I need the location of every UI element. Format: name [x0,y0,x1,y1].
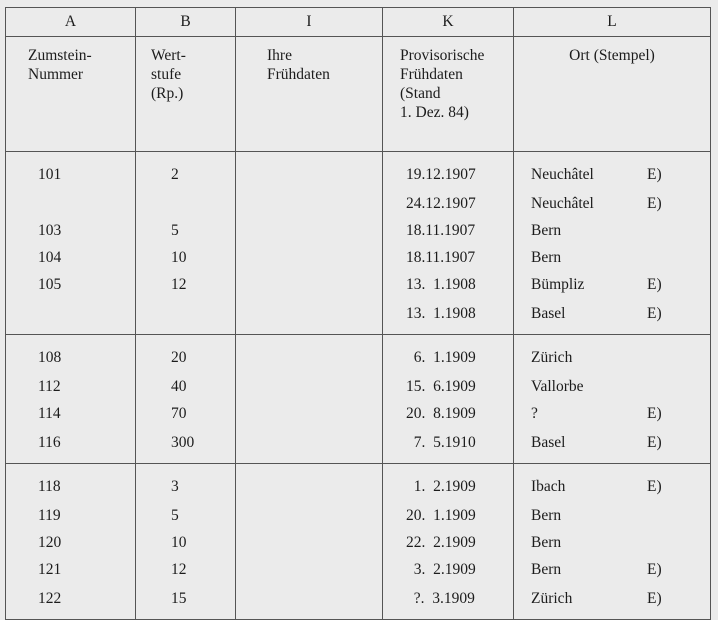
first-day-mark: E) [647,275,662,293]
place-name: Basel [531,434,566,451]
place-name: Bern [531,560,562,578]
value-text: 10 [171,248,187,266]
zumstein-number-cell: 108 [6,335,136,374]
value-cell [136,427,236,464]
own-date-cell [236,190,383,217]
place-cell [514,244,711,271]
zumstein-number-cell: 121 [6,556,136,583]
own-date-cell [236,529,383,556]
provisional-date-cell: 7. 5.1910 [383,427,514,464]
header-ort-stempel: Ort (Stempel) [514,37,711,152]
value-cell [136,335,236,374]
own-date-cell [236,502,383,529]
table-row [6,556,711,583]
column-letter-row [6,8,711,37]
provisional-date-cell: 13. 1.1908 [383,298,514,335]
table-row [6,335,711,374]
zumstein-number-cell: 116 [6,427,136,464]
value-text: 40 [171,377,187,395]
own-date-cell [236,152,383,191]
value-text: 12 [171,275,187,293]
place-cell [514,373,711,400]
place-name: Bern [531,248,562,266]
zumstein-number-cell: 120 [6,529,136,556]
place-name: Ibach [531,478,566,495]
place-cell [514,271,711,298]
first-day-mark: E) [647,404,662,422]
own-date-cell [236,335,383,374]
provisional-date-cell: ?. 3.1909 [383,583,514,620]
value-text: 70 [171,404,187,422]
place-name: Bümpliz [531,275,585,293]
provisional-date-cell: 22. 2.1909 [383,529,514,556]
value-cell [136,464,236,503]
provisional-date-cell: 19.12.1907 [383,152,514,191]
table-row [6,152,711,191]
place-cell [514,217,711,244]
own-date-cell [236,400,383,427]
provisional-date-cell: 20. 1.1909 [383,502,514,529]
provisional-date-cell: 18.11.1907 [383,217,514,244]
first-day-mark: E) [647,305,662,322]
value-cell [136,190,236,217]
first-day-mark: E) [647,194,662,212]
first-day-mark: E) [647,434,662,451]
zumstein-number-cell: 122 [6,583,136,620]
own-date-cell [236,583,383,620]
value-cell [136,217,236,244]
header-provisorische-fruehdaten: Provisorische Frühdaten (Stand 1. Dez. 84) [383,37,514,152]
value-text: 300 [171,434,195,451]
value-cell [136,244,236,271]
own-date-cell [236,373,383,400]
place-name: Vallorbe [531,377,584,395]
place-name: Basel [531,305,566,322]
table-row [6,427,711,464]
place-cell [514,464,711,503]
table-row [6,502,711,529]
first-day-mark: E) [647,560,662,578]
value-text: 5 [171,506,179,524]
value-cell [136,400,236,427]
column-letter-a: A [6,8,136,37]
place-cell [514,427,711,464]
column-letter-k: K [383,8,514,37]
place-name: Bern [531,506,562,524]
column-letter-b: B [136,8,236,37]
column-letter-l: L [514,8,711,37]
value-text: 3 [171,478,179,495]
table-row [6,271,711,298]
place-name: Neuchâtel [531,166,594,183]
value-cell [136,583,236,620]
place-name: Neuchâtel [531,194,594,212]
value-text: 12 [171,560,187,578]
value-cell [136,556,236,583]
zumstein-number-cell: 112 [6,373,136,400]
place-cell [514,556,711,583]
provisional-date-cell: 3. 2.1909 [383,556,514,583]
place-cell [514,583,711,620]
table-row [6,464,711,503]
place-cell [514,152,711,191]
place-cell [514,190,711,217]
value-cell [136,152,236,191]
value-cell [136,529,236,556]
value-cell [136,298,236,335]
value-text: 20 [171,349,187,366]
place-name: Zürich [531,349,573,366]
zumstein-number-cell [6,190,136,217]
value-cell [136,502,236,529]
value-text: 5 [171,221,179,239]
table-row [6,217,711,244]
table-row [6,583,711,620]
provisional-date-cell: 20. 8.1909 [383,400,514,427]
provisional-date-cell: 15. 6.1909 [383,373,514,400]
provisional-date-cell: 24.12.1907 [383,190,514,217]
zumstein-number-cell: 104 [6,244,136,271]
table-row [6,529,711,556]
place-cell [514,529,711,556]
own-date-cell [236,271,383,298]
early-dates-table [5,7,711,620]
place-cell [514,400,711,427]
own-date-cell [236,244,383,271]
first-day-mark: E) [647,590,662,607]
own-date-cell [236,298,383,335]
value-cell [136,373,236,400]
header-wertstufe: Wert- stufe (Rp.) [136,37,236,152]
first-day-mark: E) [647,478,662,495]
place-name: Bern [531,221,562,239]
own-date-cell [236,556,383,583]
column-header-row [6,37,711,152]
first-day-mark: E) [647,166,662,183]
column-letter-i: I [236,8,383,37]
table-row [6,373,711,400]
place-name: Zürich [531,590,573,607]
place-name: ? [531,404,538,422]
provisional-date-cell: 13. 1.1908 [383,271,514,298]
table-row [6,298,711,335]
own-date-cell [236,217,383,244]
header-zumstein-nummer: Zumstein- Nummer [6,37,136,152]
place-name: Bern [531,533,562,551]
zumstein-number-cell: 114 [6,400,136,427]
value-text: 10 [171,533,187,551]
value-text: 15 [171,590,187,607]
zumstein-number-cell: 119 [6,502,136,529]
provisional-date-cell: 18.11.1907 [383,244,514,271]
zumstein-number-cell [6,298,136,335]
table-row [6,400,711,427]
zumstein-number-cell: 101 [6,152,136,191]
zumstein-number-cell: 103 [6,217,136,244]
table-row [6,244,711,271]
value-text: 2 [171,166,179,183]
zumstein-number-cell: 118 [6,464,136,503]
value-cell [136,271,236,298]
own-date-cell [236,427,383,464]
header-ihre-fruehdaten: Ihre Frühdaten [236,37,383,152]
provisional-date-cell: 6. 1.1909 [383,335,514,374]
zumstein-number-cell: 105 [6,271,136,298]
own-date-cell [236,464,383,503]
place-cell [514,502,711,529]
table-row [6,190,711,217]
provisional-date-cell: 1. 2.1909 [383,464,514,503]
place-cell [514,335,711,374]
place-cell [514,298,711,335]
